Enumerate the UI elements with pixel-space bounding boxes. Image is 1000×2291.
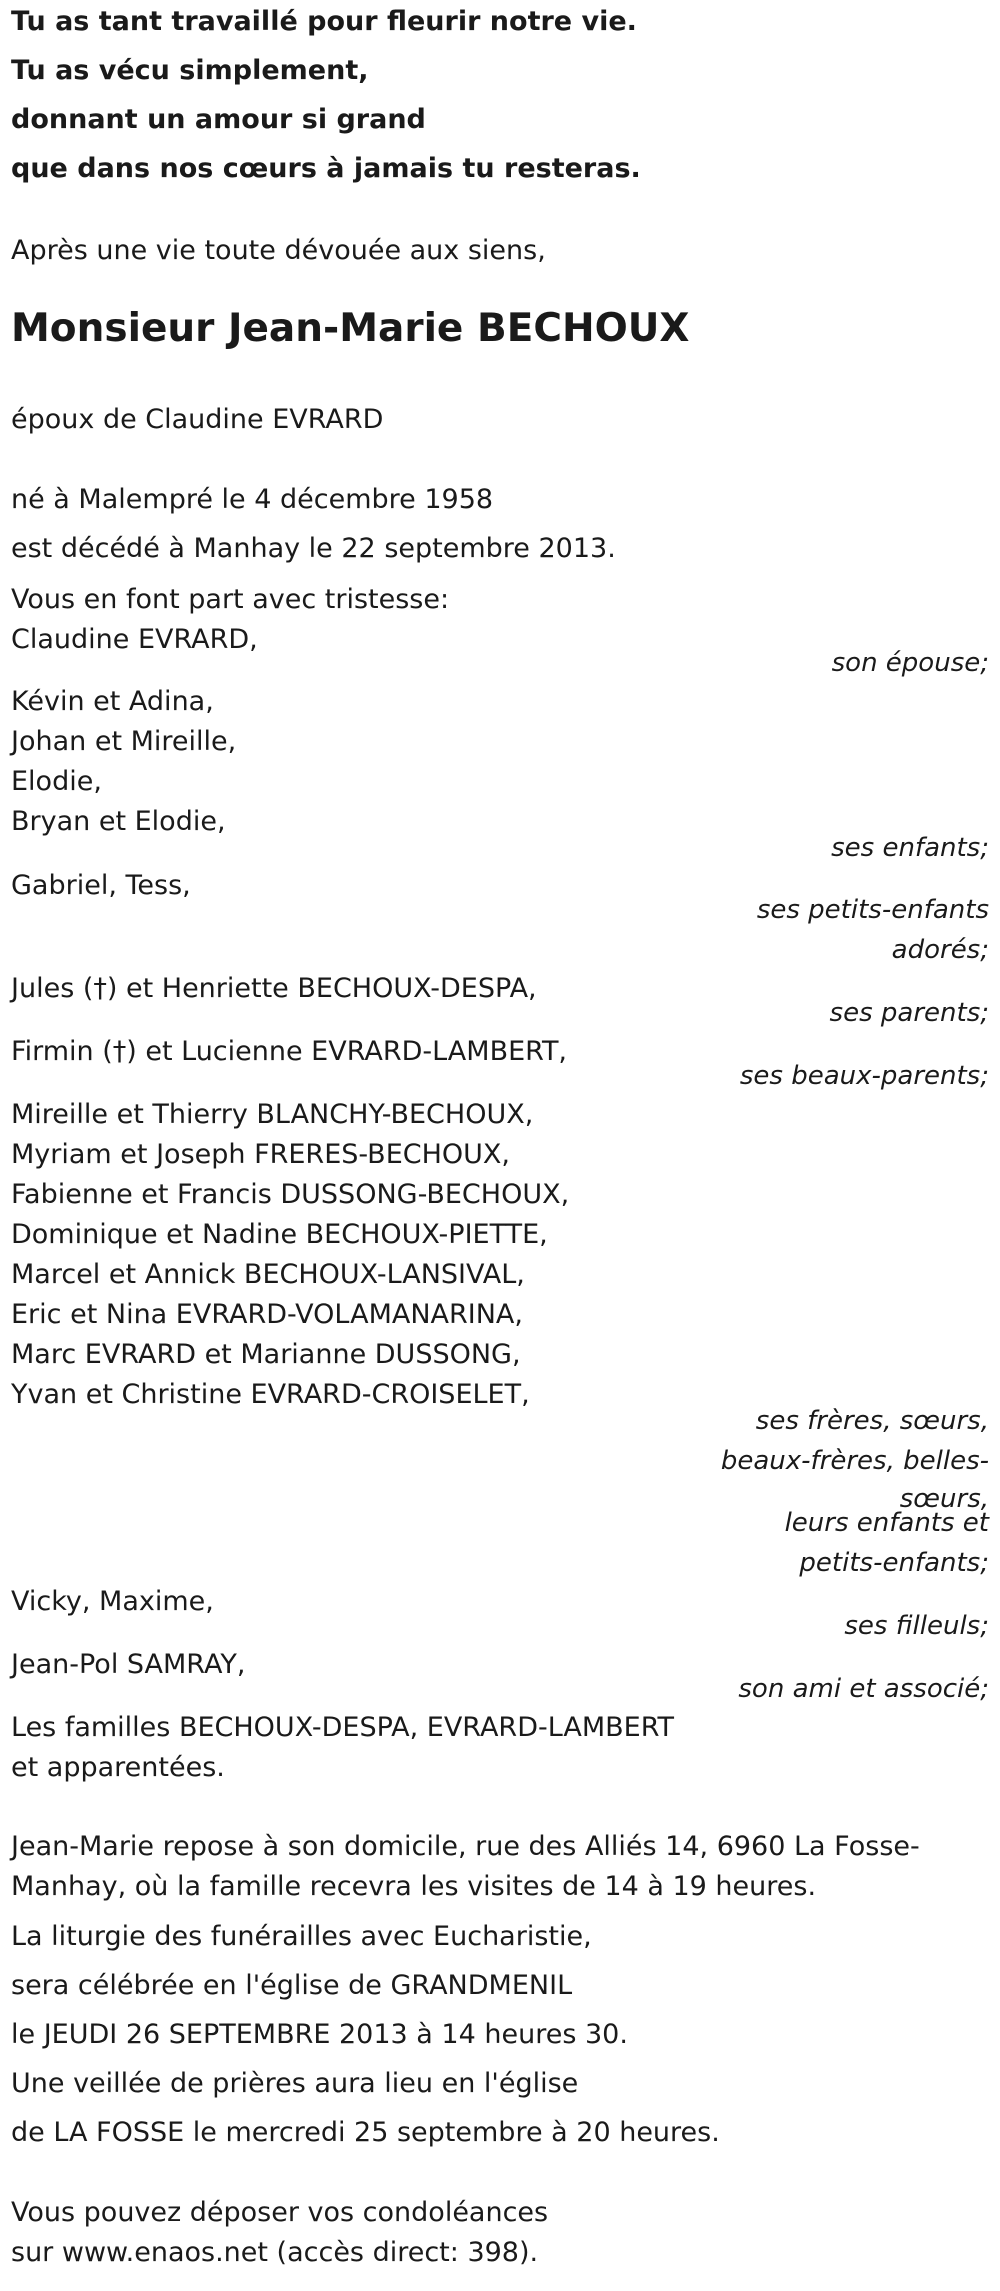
family-name-line: Fabienne et Francis DUSSONG-BECHOUX, <box>11 1179 570 1210</box>
spouse-line: époux de Claudine EVRARD <box>11 404 384 435</box>
family-name-line: Gabriel, Tess, <box>11 870 191 901</box>
funeral-line: sera célébrée en l'église de GRANDMENIL <box>11 1970 573 2001</box>
relation-label: ses petits-enfants <box>756 895 989 925</box>
family-name-line: Bryan et Elodie, <box>11 806 226 837</box>
relation-label: beaux-frères, belles- <box>720 1446 989 1476</box>
family-name-line: Vicky, Maxime, <box>11 1586 214 1617</box>
funeral-line: le JEUDI 26 SEPTEMBRE 2013 à 14 heures 30. <box>11 2019 628 2050</box>
family-name-line: Mireille et Thierry BLANCHY-BECHOUX, <box>11 1099 534 1130</box>
family-name-line: Jean-Pol SAMRAY, <box>11 1649 246 1680</box>
announce-line: Vous en font part avec tristesse: <box>11 584 450 615</box>
poem-line: que dans nos cœurs à jamais tu resteras. <box>11 153 641 184</box>
relation-label: leurs enfants et <box>784 1508 989 1538</box>
condolences-line: Vous pouvez déposer vos condoléances <box>11 2197 549 2228</box>
poem-line: donnant un amour si grand <box>11 104 426 135</box>
family-name-line: et apparentées. <box>11 1752 225 1783</box>
poem-line: Tu as vécu simplement, <box>11 55 369 86</box>
relation-label: ses filleuls; <box>844 1611 989 1641</box>
funeral-line: Une veillée de prières aura lieu en l'église <box>11 2068 579 2099</box>
relation-label: son ami et associé; <box>738 1674 989 1704</box>
family-name-line: Dominique et Nadine BECHOUX-PIETTE, <box>11 1219 548 1250</box>
family-name-line: Jules (†) et Henriette BECHOUX-DESPA, <box>11 973 537 1004</box>
family-name-line: Eric et Nina EVRARD-VOLAMANARINA, <box>11 1299 523 1330</box>
birth-line: né à Malempré le 4 décembre 1958 <box>11 484 494 515</box>
relation-label: adorés; <box>891 935 989 965</box>
family-name-line: Kévin et Adina, <box>11 686 214 717</box>
relation-label: petits-enfants; <box>799 1548 989 1578</box>
relation-label: ses frères, sœurs, <box>755 1406 989 1436</box>
family-name-line: Myriam et Joseph FRERES-BECHOUX, <box>11 1139 510 1170</box>
visitation-line: Manhay, où la famille recevra les visites de 14 à 19 heures. <box>11 1871 817 1902</box>
relation-label: ses enfants; <box>831 833 989 863</box>
deceased-name: Monsieur Jean-Marie BECHOUX <box>11 306 690 351</box>
family-name-line: Yvan et Christine EVRARD-CROISELET, <box>11 1379 530 1410</box>
visitation-line: Jean-Marie repose à son domicile, rue des Alliés 14, 6960 La Fosse- <box>11 1831 920 1862</box>
relation-label: sœurs, <box>899 1484 989 1514</box>
intro-text: Après une vie toute dévouée aux siens, <box>11 235 546 266</box>
family-name-line: Elodie, <box>11 766 102 797</box>
poem-line: Tu as tant travaillé pour fleurir notre vie. <box>11 6 637 37</box>
family-name-line: Johan et Mireille, <box>11 726 237 757</box>
family-name-line: Marcel et Annick BECHOUX-LANSIVAL, <box>11 1259 525 1290</box>
relation-label: ses beaux-parents; <box>739 1061 989 1091</box>
death-line: est décédé à Manhay le 22 septembre 2013. <box>11 533 616 564</box>
condolences-line: sur www.enaos.net (accès direct: 398). <box>11 2237 539 2268</box>
family-name-line: Marc EVRARD et Marianne DUSSONG, <box>11 1339 521 1370</box>
funeral-line: de LA FOSSE le mercredi 25 septembre à 20 heures. <box>11 2117 720 2148</box>
family-name-line: Claudine EVRARD, <box>11 624 258 655</box>
relation-label: son épouse; <box>831 648 989 678</box>
funeral-line: La liturgie des funérailles avec Eucharistie, <box>11 1921 592 1952</box>
family-name-line: Firmin (†) et Lucienne EVRARD-LAMBERT, <box>11 1036 568 1067</box>
relation-label: ses parents; <box>829 998 989 1028</box>
family-name-line: Les familles BECHOUX-DESPA, EVRARD-LAMBERT <box>11 1712 675 1743</box>
